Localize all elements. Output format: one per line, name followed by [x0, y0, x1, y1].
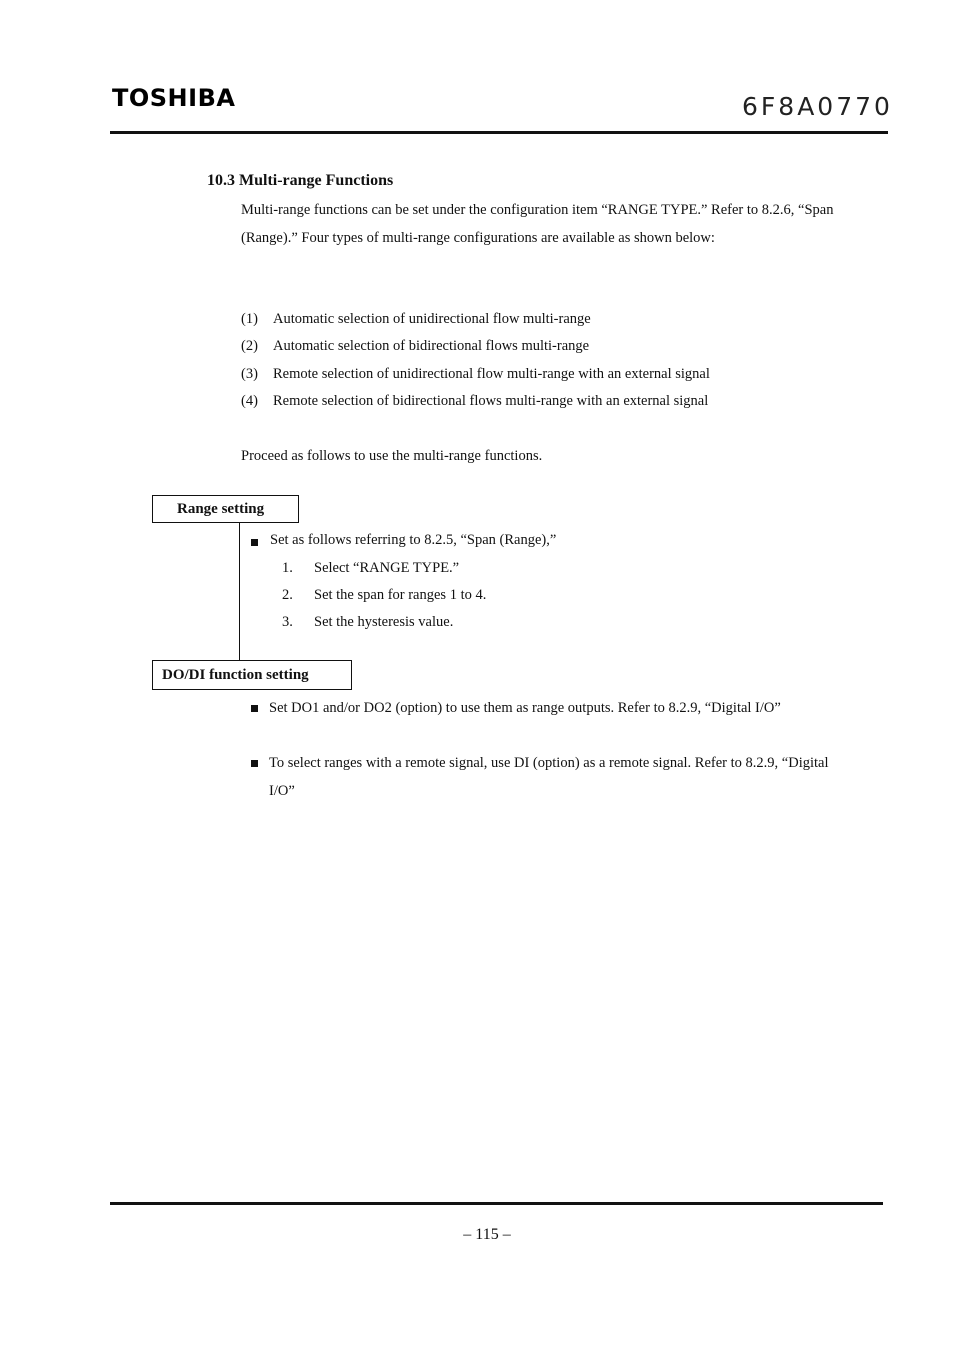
step-number: 1. [282, 560, 293, 576]
step-text: Set the span for ranges 1 to 4. [314, 587, 487, 603]
step-text: Select “RANGE TYPE.” [314, 560, 460, 576]
brand-logo: TOSHIBA [112, 84, 236, 112]
dodi-setting-box: DO/DI function setting [152, 660, 352, 690]
list-item-number: (4) [241, 393, 258, 409]
bullet-square-icon [251, 705, 258, 712]
section-title: 10.3 Multi-range Functions [207, 172, 394, 189]
list-item-text: Remote selection of unidirectional flow multi-range with an external signal [273, 366, 710, 382]
dodi-bullet: Set DO1 and/or DO2 (option) to use them as range outputs. Refer to 8.2.9, “Digital I/O” [269, 700, 781, 716]
step-number: 2. [282, 587, 293, 603]
flow-connector-line [239, 523, 240, 660]
list-item-text: Automatic selection of bidirectional flows multi-range [273, 338, 590, 354]
list-item-number: (3) [241, 366, 258, 382]
document-number: 6F8A0770 [742, 92, 893, 121]
footer-rule [110, 1202, 883, 1205]
step-item [282, 614, 453, 631]
list-item-text: Remote selection of bidirectional flows multi-range with an external signal [273, 393, 709, 409]
step-text: Set the hysteresis value. [314, 614, 454, 630]
bullet-square-icon [251, 760, 258, 767]
proceed-text: Proceed as follows to use the multi-range functions. [241, 448, 543, 464]
page-number: – 115 – [463, 1226, 511, 1243]
range-setting-box: Range setting [152, 495, 299, 523]
list-item [241, 366, 710, 383]
intro-paragraph: Multi-range functions can be set under the configuration item “RANGE TYPE.” Refer to 8.2.6, “Span (Range).” Four types of multi-range configurations are available as shown below: [241, 202, 834, 246]
list-item [241, 393, 708, 410]
header-rule [110, 131, 888, 134]
bullet-square-icon [251, 539, 258, 546]
list-item-text: Automatic selection of unidirectional flow multi-range [273, 311, 591, 327]
range-setting-bullet: Set as follows referring to 8.2.5, “Span (Range),” [270, 532, 557, 548]
list-item [241, 311, 591, 328]
list-item-number: (1) [241, 311, 258, 327]
step-number: 3. [282, 614, 293, 630]
list-item-number: (2) [241, 338, 258, 354]
dodi-bullet: To select ranges with a remote signal, use DI (option) as a remote signal. Refer to 8.2.9, “Digital I/O” [269, 755, 829, 799]
step-item [282, 560, 459, 577]
list-item [241, 338, 589, 355]
step-item [282, 587, 486, 604]
